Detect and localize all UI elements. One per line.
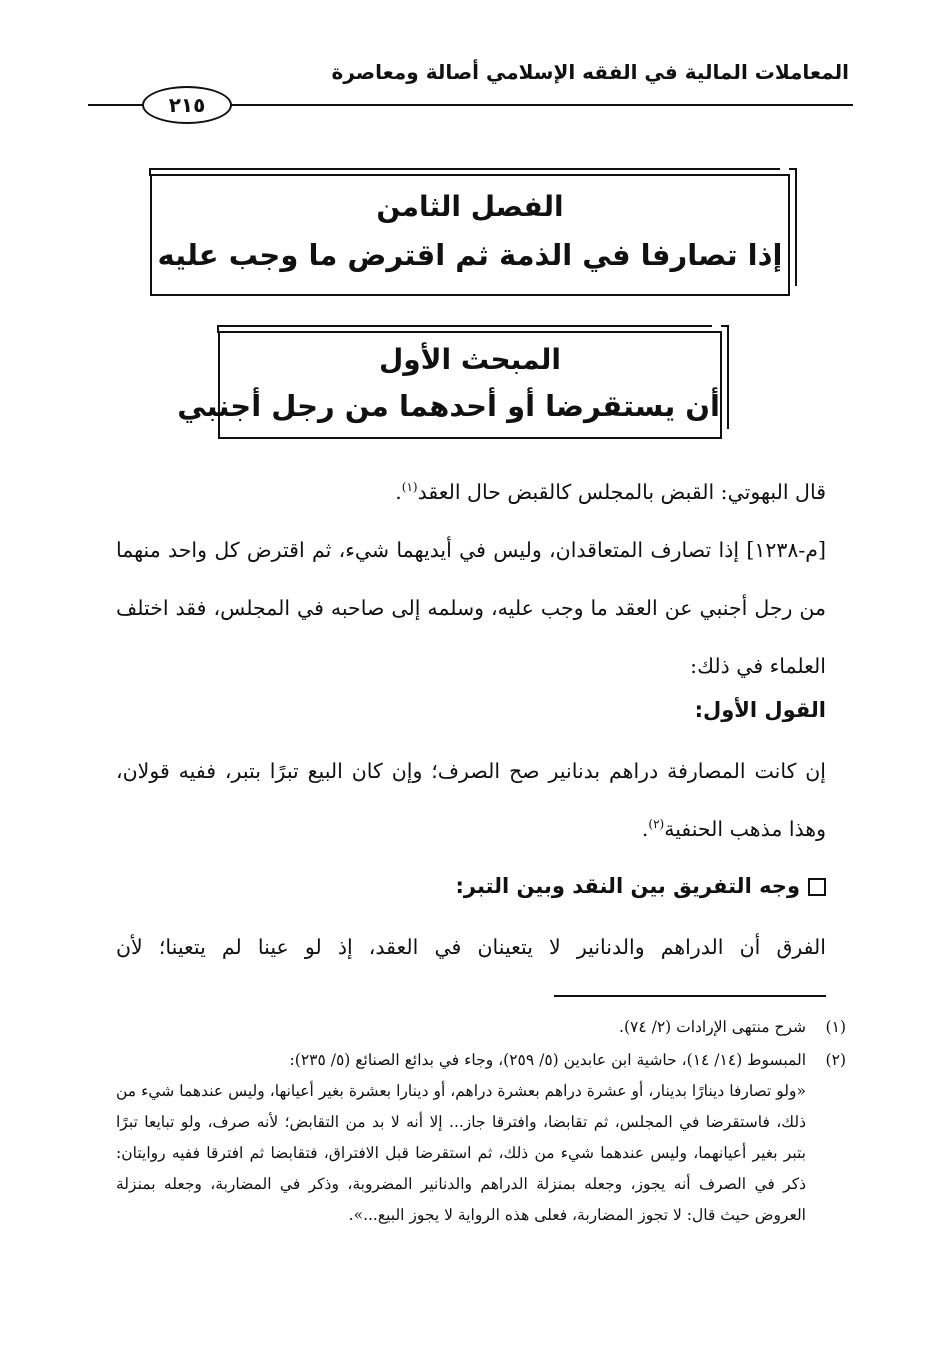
footnote-separator [554,995,826,997]
chapter-title: إذا تصارفا في الذمة ثم اقترض ما وجب عليه [157,238,783,272]
section-title: أن يستقرضا أو أحدهما من رجل أجنبي [177,389,720,423]
footnote-ref-1: (١) [401,480,418,495]
chapter-label: الفصل الثامن [376,190,564,223]
footnote-number: (١) [825,1018,846,1036]
footnote-text: المبسوط (١٤/ ١٤)، حاشية ابن عابدين (٥/ ٢٥٩)، وجاء في بدائع الصنائع (٥/ ٢٣٥): [289,1051,806,1069]
main-paragraph: [م-١٢٣٨] إذا تصارف المتعاقدان، وليس في أيديهما شيء، ثم اقترض كل واحد منهما من رجل أجنبي عن العقد ما وجب عليه، وسلمه إلى صاحبه في المجلس، فقد اختلف العلماء في ذلك: [116,538,826,678]
footnote-continuation: «ولو تصارفا دينارًا بدينار، أو عشرة دراهم بعشرة دراهم، أو دينارا بعشرة بغير أعيانها، وليس عندهما شيء من ذلك، فاستقرضا في المجلس، ثم تقابضا، وافترقا جاز... إلا أنه لا بد من التقابض؛ لأنه صرف، ولو تبايعا تبرًا بتبر بغير أعيانهما، وليس عندهما شيء من ذلك، ثم استقرضا قبل الافتراق، فتقابضا ثم افترقا ففيه روايتان: ذكر في الصرف أنه يجوز، وجعله بمنزلة الدراهم والدنانير المضروبة، وذكر في المضاربة، وجعله بمنزلة العروض حيث قال: لا تجوز المضاربة، فعلى هذه الرواية لا يجوز البيع...». [116,1082,806,1224]
first-opinion-end: . [641,817,649,841]
checkbox-square-icon [808,878,826,896]
section-title-frame [177,331,722,439]
quote-text: قال البهوتي: القبض بالمجلس كالقبض حال العقد [417,480,826,504]
footnotes [116,1012,846,1231]
first-opinion-heading: القول الأول: [694,698,826,722]
footnote-text: شرح منتهى الإرادات (٢/ ٧٤). [619,1018,806,1036]
footnote-2 [116,1045,846,1231]
buhuti-quote [116,463,826,521]
chapter-title-frame [150,174,790,296]
footnote-1 [116,1012,846,1043]
first-opinion-paragraph [116,742,826,858]
running-title: المعاملات المالية في الفقه الإسلامي أصالة ومعاصرة [331,60,849,84]
footnote-number: (٢) [825,1051,846,1069]
page-number: ٢١٥ [142,86,232,124]
difference-heading [116,857,826,915]
quote-end: . [395,480,402,504]
difference-paragraph: الفرق أن الدراهم والدنانير لا يتعينان في العقد، إذ لو عينا لم يتعينا؛ لأن [116,935,826,959]
first-opinion-text: إن كانت المصارفة دراهم بدنانير صح الصرف؛ وإن كان البيع تبرًا بتبر، ففيه قولان، وهذا مذهب الحنفية [116,759,826,841]
footnote-ref-2: (٢) [648,817,665,832]
difference-heading-text: وجه التفريق بين النقد وبين التبر: [455,874,800,898]
section-label: المبحث الأول [378,343,562,376]
